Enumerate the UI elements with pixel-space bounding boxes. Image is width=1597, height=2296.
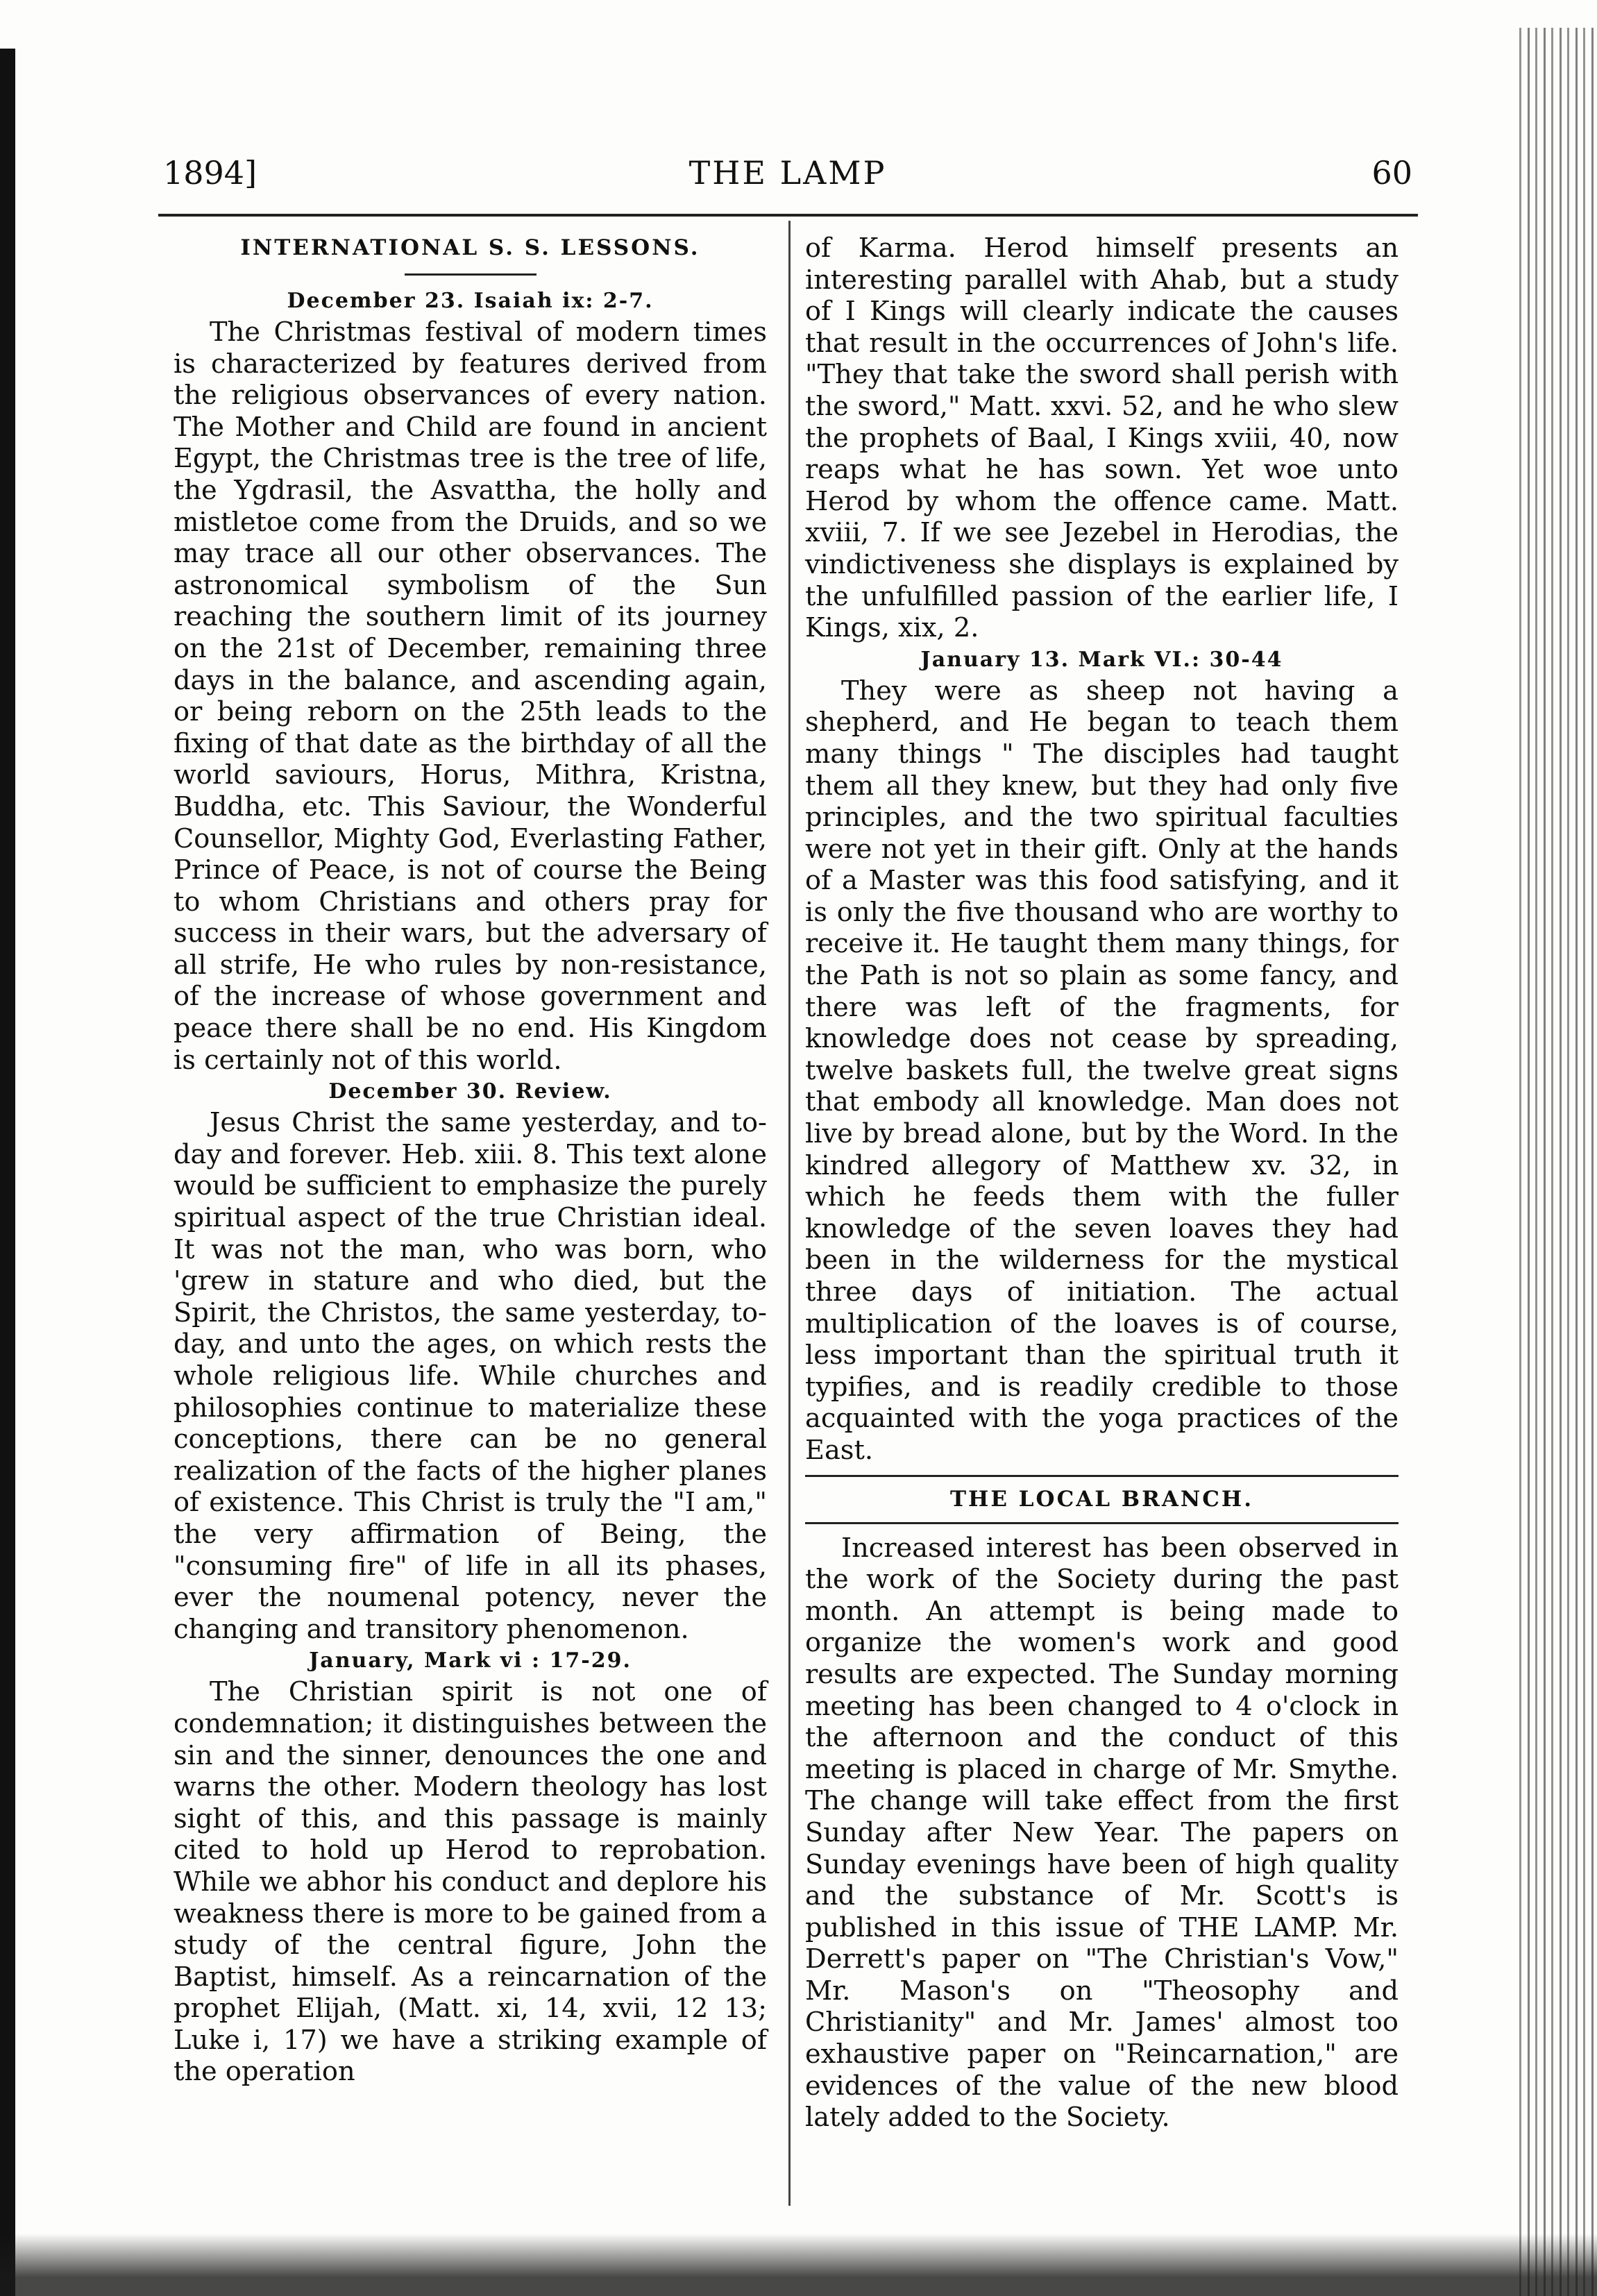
lesson-heading: December 30. Review. — [328, 1079, 612, 1104]
page-edge-right — [1514, 28, 1597, 2296]
lesson-heading: December 23. Isaiah ix: 2-7. — [287, 289, 654, 313]
section-title-lessons: INTERNATIONAL S. S. LESSONS. — [240, 235, 700, 260]
lesson-text: The Christmas festival of modern times is characterized by features derived from the religious observances of every nation. The Mother and Child are found in ancient Egypt, the Christmas tree is the tree of life, the Ygdrasil, the Asvattha, the holly and mistletoe come from the Druids, and so we may trace all our other observances. The astronomical symbolism of the Sun reaching the southern limit of its journey on the 21st of December, remaining three days in the balance, and ascending again, or being reborn on the 25th leads to the fixing of that date as the birthday of all the world saviours, Horus, Mithra, Kristna, Buddha, etc. This Saviour, the Wonderful Counsellor, Mighty God, Everlasting Father, Prince of Peace, is not of course the Being to whom Christians and others pray for success in their wars, but the adversary of all strife, He who rules by non-resistance, of the increase of whose government and peace there shall be no end. His Kingdom is certainly not of this world. — [174, 316, 767, 1076]
continued-text: of Karma. Herod himself presents an interesting parallel with Ahab, but a study of I Kings will clearly indicate the causes that result in the occurrences of John's life. "They that take the sword shall perish with the sword," Matt. xxvi. 52, and he who slew the prophets of Baal, I Kings xviii, 40, now reaps what he has sown. Yet woe unto Herod by whom the offence came. Matt. xviii, 7. If we see Jezebel in Herodias, the vindictiveness she displays is explained by the unfulfilled passion of the earlier life, I Kings, xix, 2. — [805, 233, 1399, 644]
book-spine-shadow — [0, 49, 15, 2296]
right-column — [805, 233, 1399, 2134]
lesson-heading: January, Mark vi : 17-29. — [309, 1648, 632, 1673]
lesson-text: Jesus Christ the same yesterday, and to-day and forever. Heb. xiii. 8. This text alone would be sufficient to emphasize the purely spiritual aspect of the true Christian ideal. It was not the man, who was born, who 'grew in stature and who died, but the Spirit, the Christos, the same yesterday, to-day, and unto the ages, on which rests the whole religious life. While churches and philosophies continue to materialize these conceptions, there can be no general realization of the facts of the higher planes of existence. This Christ is truly the "I am," the very affirmation of Being, the "consuming fire" of life in all its phases, ever the noumenal potency, never the changing and transitory phenomenon. — [174, 1107, 767, 1645]
column-divider — [788, 221, 791, 2206]
header-year: 1894] — [163, 154, 257, 192]
local-branch-text: Increased interest has been observed in the work of the Society during the past month. An attempt is being made to organize the women's work and good results are expected. The Sunday morning meeting has been changed to 4 o'clock in the afternoon and the conduct of this meeting is placed in charge of Mr. Smythe. The change will take effect from the first Sunday after New Year. The papers on Sunday evenings have been of high quality and the substance of Mr. Scott's is published in this issue of THE LAMP. Mr. Derrett's paper on "The Christian's Vow," Mr. Mason's on "Theosophy and Christianity" and Mr. James' almost too exhaustive paper on "Reincarnation," are evidences of the value of the new blood lately added to the Society. — [805, 1532, 1399, 2134]
section-title-box — [805, 1475, 1399, 1524]
section-rule — [405, 273, 536, 276]
header-rule — [158, 214, 1418, 217]
lesson-heading: January 13. Mark VI.: 30-44 — [920, 647, 1283, 672]
left-column — [174, 233, 767, 2088]
lesson-text: The Christian spirit is not one of condemnation; it distinguishes between the sin and the sinner, denounces the one and warns the other. Modern theology has lost sight of this, and this passage is mainly cited to hold up Herod to reprobation. While we abhor his conduct and deplore his weakness there is more to be gained from a study of the central figure, John the Baptist, himself. As a reincarnation of the prophet Elijah, (Matt. xi, 14, xvii, 12 13; Luke i, 17) we have a striking example of the operation — [174, 1676, 767, 2088]
running-header — [163, 154, 1412, 203]
section-title-local-branch: THE LOCAL BRANCH. — [949, 1486, 1253, 1512]
header-page-number: 60 — [1371, 154, 1412, 192]
page-edge-bottom — [0, 2234, 1597, 2296]
lesson-text: They were as sheep not having a shepherd, and He began to teach them many things " The disciples had taught them all they knew, but they had only five principles, and the two spiritual faculties were not yet in their gift. Only at the hands of a Master was this food satisfying, and it is only the five thousand who are worthy to receive it. He taught them many things, for the Path is not so plain as some fancy, and there was left of the fragments, for knowledge does not cease by spreading, twelve baskets full, the twelve great signs that embody all knowledge. Man does not live by bread alone, but by the Word. In the kindred allegory of Matthew xv. 32, in which he feeds them with the fuller knowledge of the seven loaves they had been in the wilderness for the mystical three days of initiation. The actual multiplication of the loaves is of course, less important than the spiritual truth it typifies, and is readily credible to those acquainted with the yoga practices of the East. — [805, 675, 1399, 1466]
header-title: THE LAMP — [688, 154, 887, 192]
